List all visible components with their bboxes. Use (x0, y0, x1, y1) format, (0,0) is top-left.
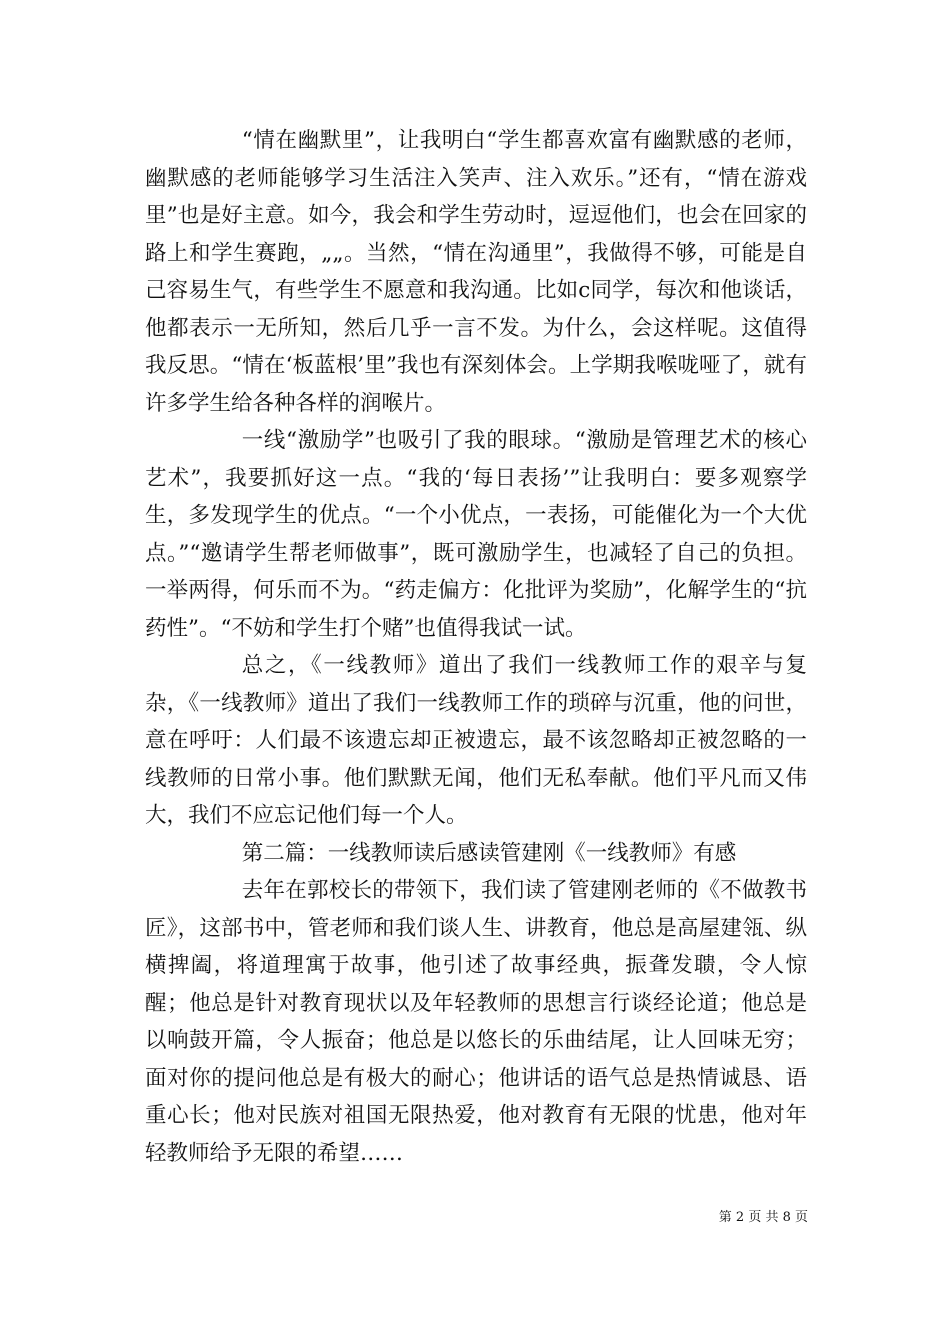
paragraph-motivation: 一线“激励学”也吸引了我的眼球。“激励是管理艺术的核心艺术”，我要抓好这一点。“我的‘每日表扬’”让我明白：要多观察学生，多发现学生的优点。“一个小优点，一表扬，可能催化为一个大优点。”“邀请学生帮老师做事”，既可激励学生，也减轻了自己的负担。一举两得，何乐而不为。“药走偏方：化批评为奖励”，化解学生的“抗药性”。“不妨和学生打个赌”也值得我试一试。 (145, 428, 807, 641)
paragraph-humor: “情在幽默里”，让我明白“学生都喜欢富有幽默感的老师，幽默感的老师能够学习生活注入笑声、注入欢乐。”还有，“情在游戏里”也是好主意。如今，我会和学生劳动时，逗逗他们，也会在回家的路上和学生赛跑，„„。当然，“情在沟通里”，我做得不够，可能是自己容易生气，有些学生不愿意和我沟通。比如c同学，每次和他谈话，他都表示一无所知，然后几乎一言不发。为什么，会这样呢。这值得我反思。“情在‘板蓝根’里”我也有深刻体会。上学期我喉咙哑了，就有许多学生给各种各样的润喉片。 (145, 128, 807, 416)
page-number: 第 2 页 共 8 页 (718, 1210, 808, 1225)
paragraph-second-section: 去年在郭校长的带领下，我们读了管建刚老师的《不做教书匠》，这部书中，管老师和我们谈人生、讲教育，他总是高屋建瓴、纵横捭阖，将道理寓于故事，他引述了故事经典，振聋发聩，令人惊醒；他总是针对教育现状以及年轻教师的思想言行谈经论道；他总是以响鼓开篇，令人振奋；他总是以悠长的乐曲结尾，让人回味无穷；面对你的提问他总是有极大的耐心；他讲话的语气总是热情诚恳、语重心长；他对民族对祖国无限热爱，他对教育有无限的忧患，他对年轻教师给予无限的希望…… (145, 878, 807, 1166)
section-heading: 第二篇：一线教师读后感读管建刚《一线教师》有感 (241, 840, 737, 866)
document-body (145, 122, 807, 1172)
paragraph-summary: 总之，《一线教师》道出了我们一线教师工作的艰辛与复杂，《一线教师》道出了我们一线教师工作的琐碎与沉重，他的问世，意在呼吁：人们最不该遗忘却正被遗忘，最不该忽略却正被忽略的一线教师的日常小事。他们默默无闻，他们无私奉献。他们平凡而又伟大，我们不应忘记他们每一个人。 (145, 653, 807, 828)
